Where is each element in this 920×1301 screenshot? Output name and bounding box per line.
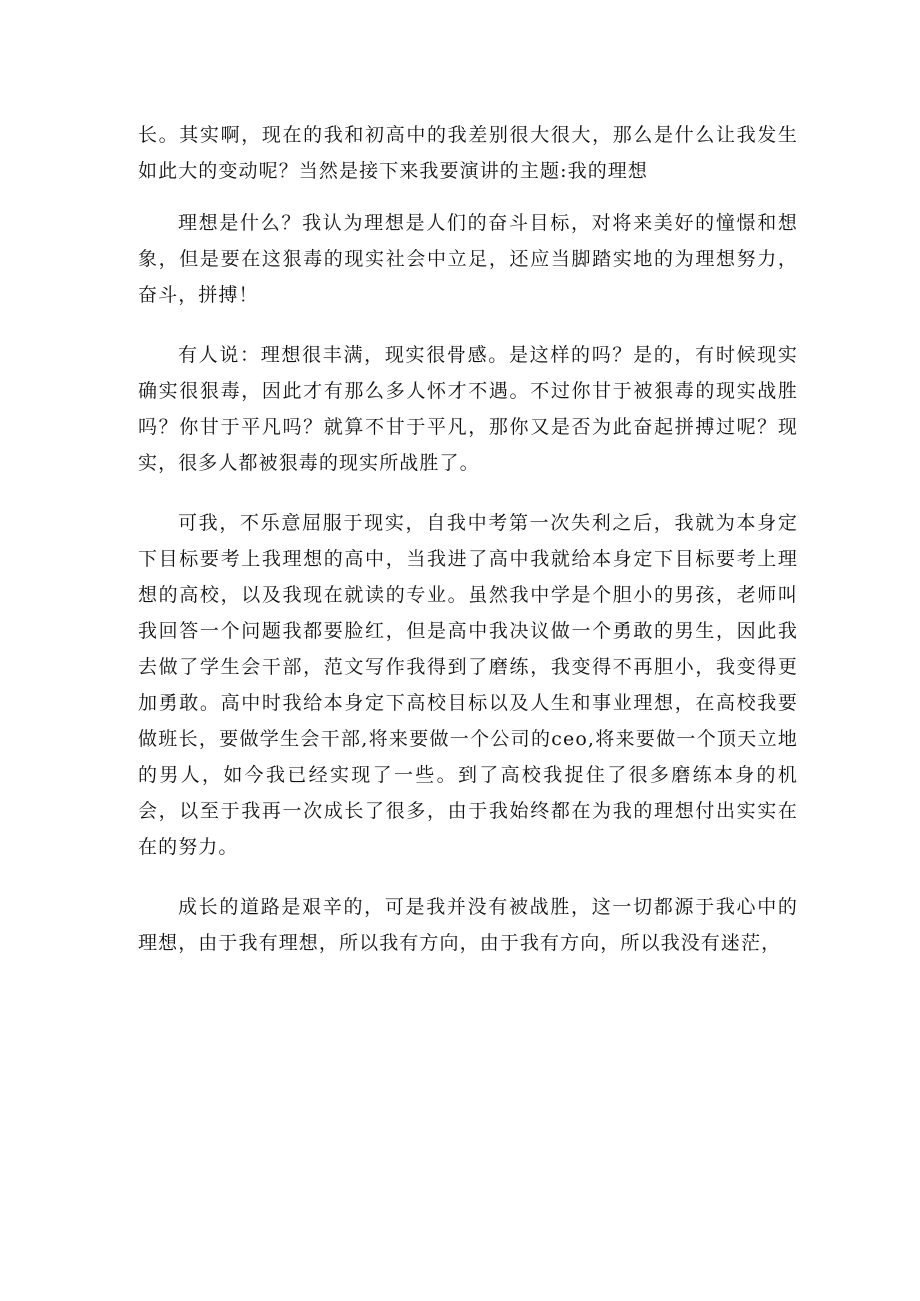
paragraph-2: 理想是什么？我认为理想是人们的奋斗目标，对将来美好的憧憬和想象，但是要在这狠毒的现实社会中立足，还应当脚踏实地的为理想努力，奋斗，拼搏！: [138, 212, 798, 306]
paragraph-3: 有人说：理想很丰满，现实很骨感。是这样的吗？是的，有时候现实确实很狠毒，因此才有那么多人怀才不遇。不过你甘于被狠毒的现实战胜吗？你甘于平凡吗？就算不甘于平凡，那你又是否为此奋起拼搏过呢？现实，很多人都被狠毒的现实所战胜了。: [138, 344, 798, 474]
document-body: [138, 117, 798, 985]
paragraph-1: 长。其实啊，现在的我和初高中的我差别很大很大，那么是什么让我发生如此大的变动呢？当然是接下来我要演讲的主题:我的理想: [138, 124, 798, 182]
paragraph-4: 可我，不乐意屈服于现实，自我中考第一次失利之后，我就为本身定下目标要考上我理想的高中，当我进了高中我就给本身定下目标要考上理想的高校，以及我现在就读的专业。虽然我中学是个胆小的男孩，老师叫我回答一个问题我都要脸红，但是高中我决议做一个勇敢的男生，因此我去做了学生会干部，范文写作我得到了磨练，我变得不再胆小，我变得更加勇敢。高中时我给本身定下高校目标以及人生和事业理想，在高校我要做班长，要做学生会干部,将来要做一个公司的ceo,将来要做一个顶天立地的男人，如今我已经实现了一些。到了高校我捉住了很多磨练本身的机会，以至于我再一次成长了很多，由于我始终都在为我的理想付出实实在在的努力。: [138, 512, 798, 858]
paragraph-5: 成长的道路是艰辛的，可是我并没有被战胜，这一切都源于我心中的理想，由于我有理想，所以我有方向，由于我有方向，所以我没有迷茫，: [138, 896, 798, 954]
